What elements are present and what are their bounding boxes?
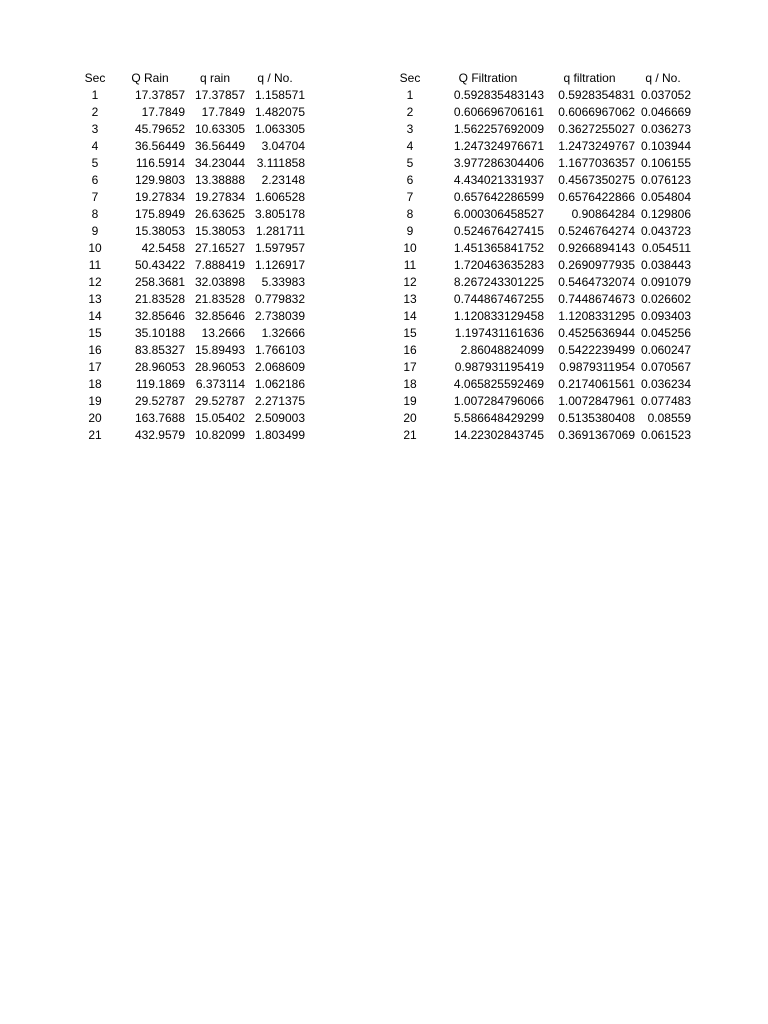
q-cell: 29.52787 [194,394,245,408]
q-total-cell: 1.120833129458 [453,309,544,323]
sec-cell: 9 [406,224,414,238]
q-total-cell: 0.987931195419 [454,360,544,374]
rain-table-row [75,104,305,121]
rain-table-row [75,138,305,155]
q-cell: 6.373114 [195,377,245,391]
q-per-no-cell: 0.093403 [640,309,691,323]
q-total-cell: 29.52787 [134,394,185,408]
rain-table-row [75,172,305,189]
q-cell: 0.5135380408 [558,411,635,425]
rain-header-row [75,70,305,87]
rain-table-row [75,240,305,257]
q-per-no-cell: 3.04704 [261,139,305,153]
column-header-sec: Sec [399,71,421,85]
q-per-no-cell: 0.779832 [254,292,305,306]
q-cell: 26.63625 [194,207,245,221]
q-cell: 0.3691367069 [558,428,635,442]
sec-cell: 2 [91,105,99,119]
q-per-no-cell: 0.036234 [640,377,691,391]
filtration-table-row [388,308,691,325]
q-per-no-cell: 3.805178 [254,207,305,221]
sec-cell: 13 [403,292,417,306]
sec-cell: 15 [88,326,102,340]
filtration-table-row [388,274,691,291]
sec-cell: 11 [88,258,102,272]
rain-table-row [75,189,305,206]
q-total-cell: 8.267243301225 [453,275,544,289]
q-total-cell: 0.606696706161 [453,105,544,119]
sec-cell: 18 [403,377,417,391]
q-total-cell: 21.83528 [134,292,185,306]
q-total-cell: 45.79652 [134,122,185,136]
filtration-table-row [388,240,691,257]
q-cell: 0.7448674673 [558,292,635,306]
q-total-cell: 32.85646 [134,309,185,323]
q-total-cell: 2.86048824099 [460,343,544,357]
q-total-cell: 17.7849 [141,105,185,119]
rain-table-row [75,274,305,291]
sec-cell: 1 [91,88,99,102]
rain-table-row [75,121,305,138]
q-per-no-cell: 1.803499 [254,428,305,442]
sec-cell: 19 [88,394,102,408]
sec-cell: 17 [88,360,102,374]
q-cell: 0.6576422866 [558,190,635,204]
q-cell: 0.9266894143 [558,241,635,255]
q-per-no-cell: 0.045256 [640,326,691,340]
q-per-no-cell: 0.054804 [640,190,691,204]
sec-cell: 15 [403,326,417,340]
column-header-q-per-no: q / No. [257,71,293,85]
q-total-cell: 0.657642286599 [453,190,544,204]
q-per-no-cell: 5.33983 [261,275,305,289]
rain-table-row [75,359,305,376]
q-per-no-cell: 1.063305 [254,122,305,136]
q-per-no-cell: 3.111858 [256,156,305,170]
q-total-cell: 50.43422 [134,258,185,272]
filtration-table-row [388,138,691,155]
filtration-table-row [388,172,691,189]
q-per-no-cell: 0.129806 [640,207,691,221]
q-cell: 34.23044 [194,156,245,170]
q-cell: 1.1677036357 [558,156,635,170]
q-per-no-cell: 1.158571 [254,88,305,102]
filtration-header-row [388,70,691,87]
sec-cell: 13 [88,292,102,306]
q-total-cell: 1.247324976671 [453,139,544,153]
sec-cell: 21 [403,428,417,442]
q-cell: 15.05402 [194,411,245,425]
rain-table-row [75,427,305,444]
rain-table-body [75,87,305,444]
q-total-cell: 42.5458 [141,241,185,255]
filtration-table-row [388,342,691,359]
q-total-cell: 28.96053 [134,360,185,374]
q-per-no-cell: 1.126917 [254,258,305,272]
q-total-cell: 1.197431161636 [454,326,544,340]
filtration-table-row [388,189,691,206]
sec-cell: 1 [406,88,414,102]
sec-cell: 4 [406,139,414,153]
q-total-cell: 1.562257692009 [453,122,544,136]
filtration-table-row [388,206,691,223]
q-cell: 27.16527 [194,241,245,255]
q-cell: 15.38053 [194,224,245,238]
q-cell: 36.56449 [194,139,245,153]
q-per-no-cell: 1.606528 [254,190,305,204]
filtration-table-row [388,410,691,427]
column-header-q-rain: Q Rain [131,71,169,85]
q-per-no-cell: 0.026602 [640,292,691,306]
q-total-cell: 163.7688 [134,411,185,425]
q-per-no-cell: 0.103944 [640,139,691,153]
q-total-cell: 432.9579 [134,428,185,442]
q-per-no-cell: 0.077483 [640,394,691,408]
rain-table-row [75,257,305,274]
q-cell: 13.38888 [194,173,245,187]
q-cell: 0.2174061561 [558,377,635,391]
sec-cell: 5 [406,156,414,170]
q-total-cell: 175.8949 [134,207,185,221]
sec-cell: 17 [403,360,417,374]
q-cell: 0.5464732074 [558,275,635,289]
q-per-no-cell: 0.106155 [640,156,691,170]
q-total-cell: 17.37857 [134,88,185,102]
q-cell: 0.2690977935 [558,258,635,272]
filtration-table-row [388,376,691,393]
sec-cell: 2 [406,105,414,119]
q-total-cell: 36.56449 [134,139,185,153]
sec-cell: 3 [406,122,414,136]
q-per-no-cell: 0.054511 [641,241,691,255]
q-cell: 28.96053 [194,360,245,374]
q-cell: 32.85646 [194,309,245,323]
sec-cell: 14 [403,309,417,323]
rain-table-row [75,223,305,240]
q-total-cell: 5.586648429299 [453,411,544,425]
q-cell: 1.1208331295 [558,309,635,323]
q-cell: 17.7849 [201,105,245,119]
q-per-no-cell: 2.271375 [254,394,305,408]
rain-table-row [75,410,305,427]
sec-cell: 10 [88,241,102,255]
sec-cell: 7 [91,190,99,204]
q-cell: 0.5246764274 [558,224,635,238]
sec-cell: 12 [403,275,417,289]
q-cell: 0.90864284 [571,207,635,221]
q-cell: 13.2666 [201,326,245,340]
q-total-cell: 0.592835483143 [453,88,544,102]
sec-cell: 6 [406,173,414,187]
sec-cell: 6 [91,173,99,187]
q-cell: 0.4525636944 [558,326,635,340]
q-cell: 19.27834 [194,190,245,204]
q-cell: 15.89493 [194,343,245,357]
filtration-table-body [388,87,691,444]
q-total-cell: 129.9803 [134,173,185,187]
rain-table-row [75,87,305,104]
q-total-cell: 116.5914 [135,156,185,170]
rain-table-row [75,155,305,172]
filtration-table-row [388,427,691,444]
rain-table-row [75,325,305,342]
q-per-no-cell: 0.08559 [647,411,691,425]
q-cell: 0.3627255027 [558,122,635,136]
q-total-cell: 14.22302843745 [453,428,544,442]
sec-cell: 20 [403,411,417,425]
q-per-no-cell: 0.076123 [640,173,691,187]
q-cell: 17.37857 [194,88,245,102]
sec-cell: 5 [91,156,99,170]
q-total-cell: 1.720463635283 [453,258,544,272]
q-cell: 0.5422239499 [558,343,635,357]
q-per-no-cell: 1.482075 [254,105,305,119]
q-cell: 0.4567350275 [558,173,635,187]
filtration-table-row [388,291,691,308]
column-header-sec: Sec [84,71,106,85]
q-per-no-cell: 2.23148 [261,173,305,187]
q-per-no-cell: 0.038443 [640,258,691,272]
q-cell: 0.5928354831 [558,88,635,102]
q-per-no-cell: 0.060247 [640,343,691,357]
filtration-table-row [388,257,691,274]
sec-cell: 20 [88,411,102,425]
sec-cell: 16 [88,343,102,357]
column-header-q-per-no: q / No. [645,71,681,85]
q-per-no-cell: 2.509003 [254,411,305,425]
q-total-cell: 15.38053 [134,224,185,238]
sec-cell: 11 [403,258,417,272]
q-cell: 7.888419 [194,258,245,272]
q-per-no-cell: 2.068609 [254,360,305,374]
q-per-no-cell: 1.32666 [261,326,305,340]
filtration-table-row [388,325,691,342]
q-per-no-cell: 0.036273 [640,122,691,136]
column-header-q-filtration-lower: q filtration [563,71,616,85]
sec-cell: 7 [406,190,414,204]
filtration-table-row [388,87,691,104]
sec-cell: 4 [91,139,99,153]
q-cell: 21.83528 [194,292,245,306]
q-cell: 0.6066967062 [558,105,635,119]
sec-cell: 8 [406,207,414,221]
sec-cell: 10 [403,241,417,255]
sec-cell: 9 [91,224,99,238]
rain-table-row [75,376,305,393]
filtration-table-row [388,155,691,172]
q-total-cell: 0.524676427415 [453,224,544,238]
q-total-cell: 119.1869 [135,377,185,391]
q-per-no-cell: 1.766103 [254,343,305,357]
sec-cell: 12 [88,275,102,289]
rain-table-row [75,308,305,325]
q-total-cell: 0.744867467255 [453,292,544,306]
column-header-q-rain-lower: q rain [199,71,231,85]
q-per-no-cell: 0.061523 [640,428,691,442]
q-cell: 1.2473249767 [558,139,635,153]
q-per-no-cell: 1.281711 [255,224,305,238]
filtration-table-row [388,223,691,240]
filtration-table-row [388,393,691,410]
sec-cell: 8 [91,207,99,221]
q-per-no-cell: 0.037052 [640,88,691,102]
q-total-cell: 83.85327 [134,343,185,357]
rain-table [75,70,305,444]
rain-table-row [75,342,305,359]
filtration-table-row [388,104,691,121]
q-total-cell: 35.10188 [134,326,185,340]
rain-table-row [75,206,305,223]
q-per-no-cell: 0.046669 [640,105,691,119]
sec-cell: 16 [403,343,417,357]
q-per-no-cell: 0.091079 [640,275,691,289]
rain-table-row [75,291,305,308]
sec-cell: 14 [88,309,102,323]
q-total-cell: 19.27834 [134,190,185,204]
sec-cell: 21 [88,428,102,442]
filtration-table [388,70,691,444]
filtration-table-row [388,359,691,376]
q-per-no-cell: 1.062186 [254,377,305,391]
q-total-cell: 1.451365841752 [453,241,544,255]
q-cell: 10.63305 [194,122,245,136]
sec-cell: 18 [88,377,102,391]
q-total-cell: 4.065825592469 [453,377,544,391]
filtration-table-row [388,121,691,138]
q-per-no-cell: 1.597957 [254,241,305,255]
sec-cell: 3 [91,122,99,136]
q-total-cell: 6.000306458527 [453,207,544,221]
q-total-cell: 1.007284796066 [453,394,544,408]
q-cell: 1.0072847961 [558,394,635,408]
q-total-cell: 3.977286304406 [453,156,544,170]
q-total-cell: 258.3681 [134,275,185,289]
q-per-no-cell: 0.043723 [640,224,691,238]
q-cell: 0.9879311954 [559,360,635,374]
column-header-q-filtration: Q Filtration [458,71,518,85]
q-total-cell: 4.434021331937 [453,173,544,187]
q-cell: 32.03898 [194,275,245,289]
q-per-no-cell: 2.738039 [254,309,305,323]
q-cell: 10.82099 [194,428,245,442]
rain-table-row [75,393,305,410]
q-per-no-cell: 0.070567 [640,360,691,374]
sec-cell: 19 [403,394,417,408]
